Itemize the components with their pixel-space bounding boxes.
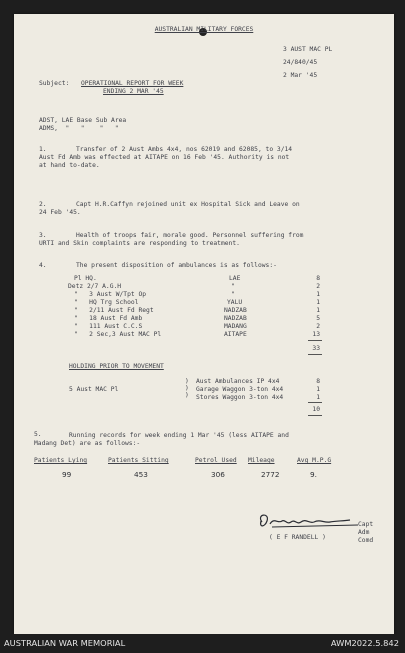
holding-brace: ) ) ) [185,378,189,399]
disposition-place: NADZAB [224,315,247,322]
records-header: Patients Lying [34,457,88,464]
addressee-2: ADMS, " " " " [39,125,119,132]
para5-line-2: Madang Det) are as follows:- [34,440,141,447]
records-header: Mileage [248,457,275,464]
para3-line-1: Health of troops fair, morale good. Personnel suffering from [76,232,304,239]
disposition-unit: " 3 Aust W/Tpt Op [74,291,147,298]
unit-name: 3 AUST MAC PL [283,46,333,53]
disposition-place: MADANG [224,323,247,330]
holding-heading: HOLDING PRIOR TO MOVEMENT [69,363,164,370]
records-header: Avg M.P.G [297,457,332,464]
disposition-unit: " HQ Trg School [74,299,139,306]
para4-number: 4. [39,262,47,269]
records-value: 2772 [261,470,280,479]
para2-line-2: 24 Feb '45. [39,209,81,216]
disposition-place: AITAPE [224,331,247,338]
holding-item: Stores Waggon 3-ton 4x4 [196,394,284,401]
holding-unit: 5 Aust MAC Pl [69,386,119,393]
para3-number: 3. [39,232,47,239]
disposition-place: YALU [227,299,243,306]
disposition-count: 2 [316,323,320,330]
subject-line-2: ENDING 2 MAR '45 [103,88,164,95]
holding-total: 10 [312,406,320,413]
holding-item: Aust Ambulances IP 4x4 [196,378,280,385]
document-date: 2 Mar '45 [283,72,318,79]
handwritten-signature [254,512,364,534]
holding-count: 1 [316,386,320,393]
holding-sum-rule [308,402,322,403]
disposition-place: " [231,283,235,290]
holding-count: 8 [316,378,320,385]
disposition-count: 2 [316,283,320,290]
para1-line-3: at hand to-date. [39,162,100,169]
para4-intro: The present disposition of ambulances is as follows:- [76,262,277,269]
disposition-unit: " 2 Sec,3 Aust MAC Pl [74,331,162,338]
reference-number: 24/840/45 [283,59,318,66]
records-value: 9. [310,470,317,479]
records-header: Petrol Used [195,457,237,464]
records-value: 453 [134,470,148,479]
disposition-unit: " 18 Aust Fd Amb [74,315,143,322]
signatory-command: Comd [358,537,374,544]
disposition-place: " [231,291,235,298]
disposition-count: 13 [312,331,320,338]
disposition-unit: " 111 Aust C.C.S [74,323,143,330]
disposition-total-rule [308,354,322,355]
para1-number: 1. [39,146,47,153]
disposition-total: 33 [312,345,320,352]
disposition-count: 5 [316,315,320,322]
holding-total-rule [308,415,322,416]
document-page [14,14,394,634]
org-heading: AUSTRALIAN MILITARY FORCES [154,26,254,33]
para3-line-2: URTI and Skin complaints are responding to treatment. [39,240,240,247]
signatory-name: ( E F RANDELL ) [269,534,326,541]
addressee-1: ADST, LAE Base Sub Area [39,117,127,124]
disposition-count: 8 [316,275,320,282]
disposition-unit: Detz 2/7 A.G.H [68,283,122,290]
disposition-sum-rule [308,340,322,341]
disposition-place: NADZAB [224,307,247,314]
subject-label: Subject: [39,80,70,87]
footer-catalogue-number: AWM2022.5.842 [330,638,399,648]
disposition-unit: " 2/11 Aust Fd Regt [74,307,154,314]
para5-line-1: Running records for week ending 1 Mar '45 (less AITAPE and [69,432,289,439]
records-value: 99 [62,470,72,479]
disposition-place: LAE [229,275,241,282]
records-value: 306 [211,470,225,479]
para2-line-1: Capt H.R.Caffyn rejoined unit ex Hospital Sick and Leave on [76,201,300,208]
signatory-rank: Capt [358,521,374,528]
disposition-count: 1 [316,291,320,298]
footer-bar [0,634,405,653]
disposition-unit: Pl HQ. [74,275,97,282]
disposition-count: 1 [316,307,320,314]
holding-count: 1 [316,394,320,401]
disposition-count: 1 [316,299,320,306]
para1-line-2: Aust Fd Amb was effected at AITAPE on 16 Feb '45. Authority is not [39,154,290,161]
records-header: Patients Sitting [108,457,169,464]
para2-number: 2. [39,201,47,208]
para1-line-1: Transfer of 2 Aust Ambs 4x4, nos 62019 and 62085, to 3/14 [76,146,293,153]
signatory-role: Adm [358,529,370,536]
subject-line-1: OPERATIONAL REPORT FOR WEEK [81,80,184,87]
holding-item: Garage Waggon 3-ton 4x4 [196,386,284,393]
footer-institution: AUSTRALIAN WAR MEMORIAL [4,638,126,648]
para5-number: 5. [34,431,42,438]
